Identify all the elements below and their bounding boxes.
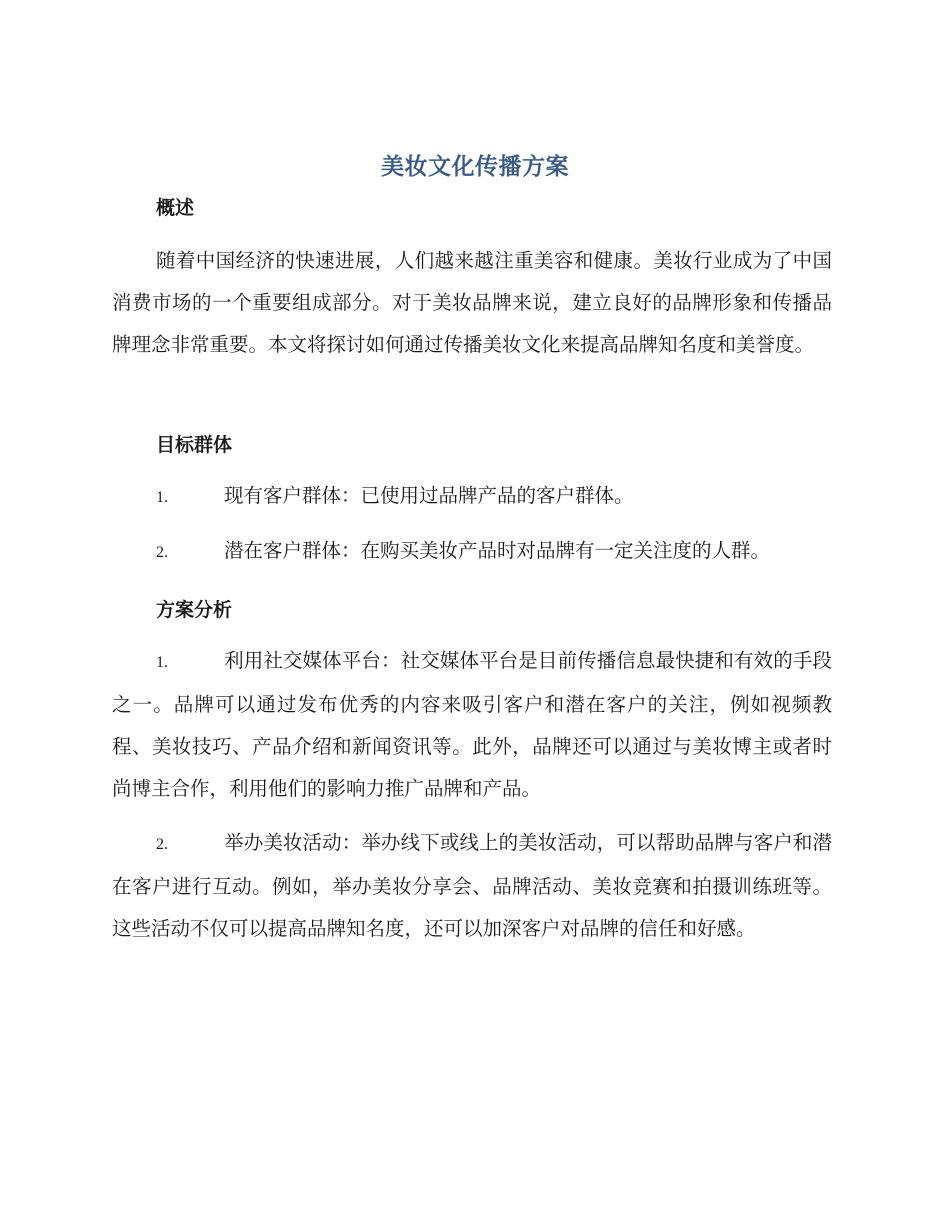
list-number: 2. bbox=[156, 836, 168, 853]
list-item-text: 现有客户群体：已使用过品牌产品的客户群体。 bbox=[224, 484, 634, 507]
heading-target-group: 目标群体 bbox=[156, 434, 233, 456]
list-item-analysis-1 bbox=[112, 640, 832, 810]
list-item-target-2 bbox=[112, 530, 832, 574]
document-title: 美妆文化传播方案 bbox=[381, 154, 569, 180]
list-number: 1. bbox=[156, 654, 168, 671]
list-item-text: 利用社交媒体平台：社交媒体平台是目前传播信息最快捷和有效的手段之一。品牌可以通过发布优秀的内容来吸引客户和潜在客户的关注，例如视频教程、美妆技巧、产品介绍和新闻资讯等。此外，品牌还可以通过与美妆博主或者时尚博主合作，利用他们的影响力推广品牌和产品。 bbox=[112, 649, 832, 800]
heading-overview: 概述 bbox=[156, 197, 195, 219]
list-item-target-1 bbox=[112, 475, 832, 519]
list-item-text: 举办美妆活动：举办线下或线上的美妆活动，可以帮助品牌与客户和潜在客户进行互动。例如，举办美妆分享会、品牌活动、美妆竞赛和拍摄训练班等。这些活动不仅可以提高品牌知名度，还可以加深客户对品牌的信任和好感。 bbox=[112, 831, 832, 940]
paragraph-overview: 随着中国经济的快速进展，人们越来越注重美容和健康。美妆行业成为了中国消费市场的一个重要组成部分。对于美妆品牌来说，建立良好的品牌形象和传播品牌理念非常重要。本文将探讨如何通过传播美妆文化来提高品牌知名度和美誉度。 bbox=[112, 249, 832, 356]
heading-plan-analysis: 方案分析 bbox=[156, 599, 233, 621]
list-number: 1. bbox=[156, 489, 168, 506]
list-item-text: 潜在客户群体：在购买美妆产品时对品牌有一定关注度的人群。 bbox=[224, 539, 771, 562]
list-number: 2. bbox=[156, 544, 168, 561]
list-item-analysis-2 bbox=[112, 822, 832, 950]
